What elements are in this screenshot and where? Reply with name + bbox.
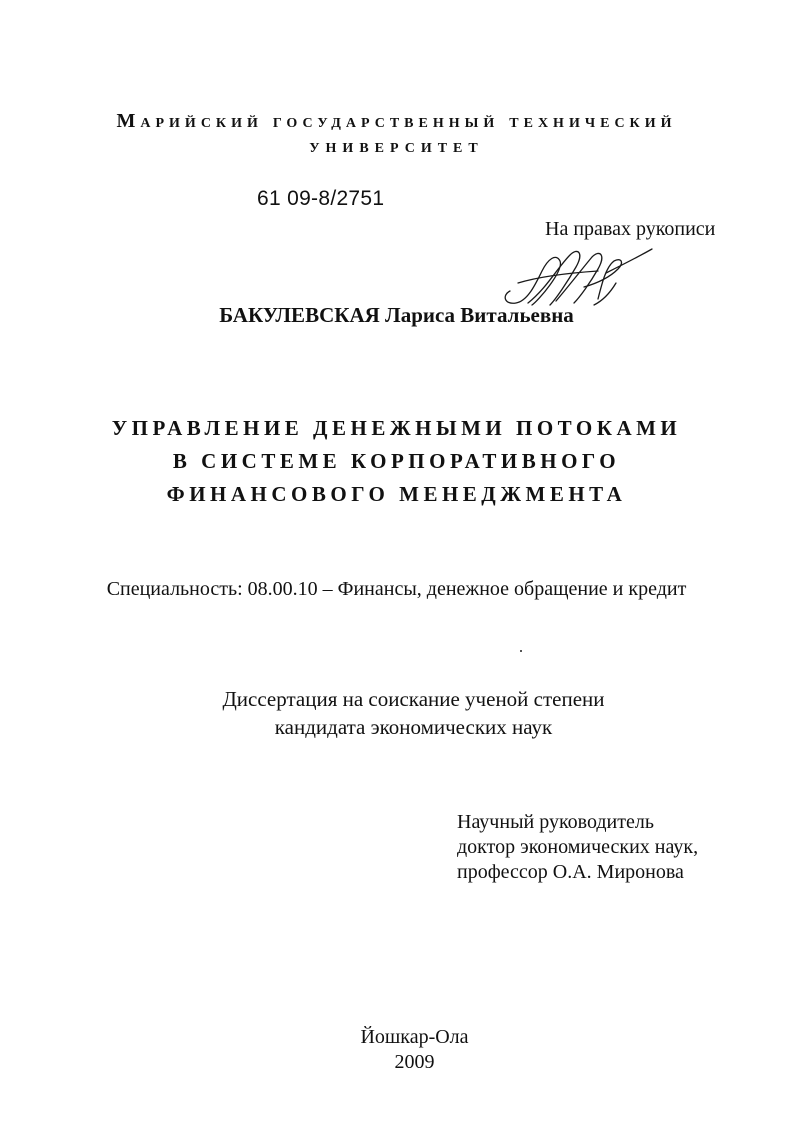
author-surname: БАКУЛЕВСКАЯ xyxy=(219,303,380,327)
manuscript-rights-note: На правах рукописи xyxy=(545,218,716,240)
catalog-number: 61 09-8/2751 xyxy=(257,187,385,210)
institution-name-line-2: университет xyxy=(309,135,484,157)
supervisor-degree: доктор экономических наук, xyxy=(457,836,699,858)
city: Йошкар-Ола xyxy=(360,1026,469,1048)
supervisor-name: профессор О.А. Миронова xyxy=(457,861,684,883)
author-given-names: Лариса Витальевна xyxy=(385,303,574,327)
dissertation-title-line-1: УПРАВЛЕНИЕ ДЕНЕЖНЫМИ ПОТОКАМИ xyxy=(111,416,682,440)
degree-line-1: Диссертация на соискание ученой степени xyxy=(222,687,605,711)
institution-name-line-1: Марийский государственный технический xyxy=(116,110,677,132)
dissertation-title-line-3: ФИНАНСОВОГО МЕНЕДЖМЕНТА xyxy=(166,482,627,506)
degree-line-2: кандидата экономических наук xyxy=(274,715,553,739)
year: 2009 xyxy=(394,1051,435,1073)
scan-speck xyxy=(520,650,522,652)
dissertation-title-line-2: В СИСТЕМЕ КОРПОРАТИВНОГО xyxy=(172,449,621,473)
specialty-line: Специальность: 08.00.10 – Финансы, денежное обращение и кредит xyxy=(106,578,687,600)
author-name xyxy=(0,303,793,328)
supervisor-label: Научный руководитель xyxy=(457,811,654,833)
